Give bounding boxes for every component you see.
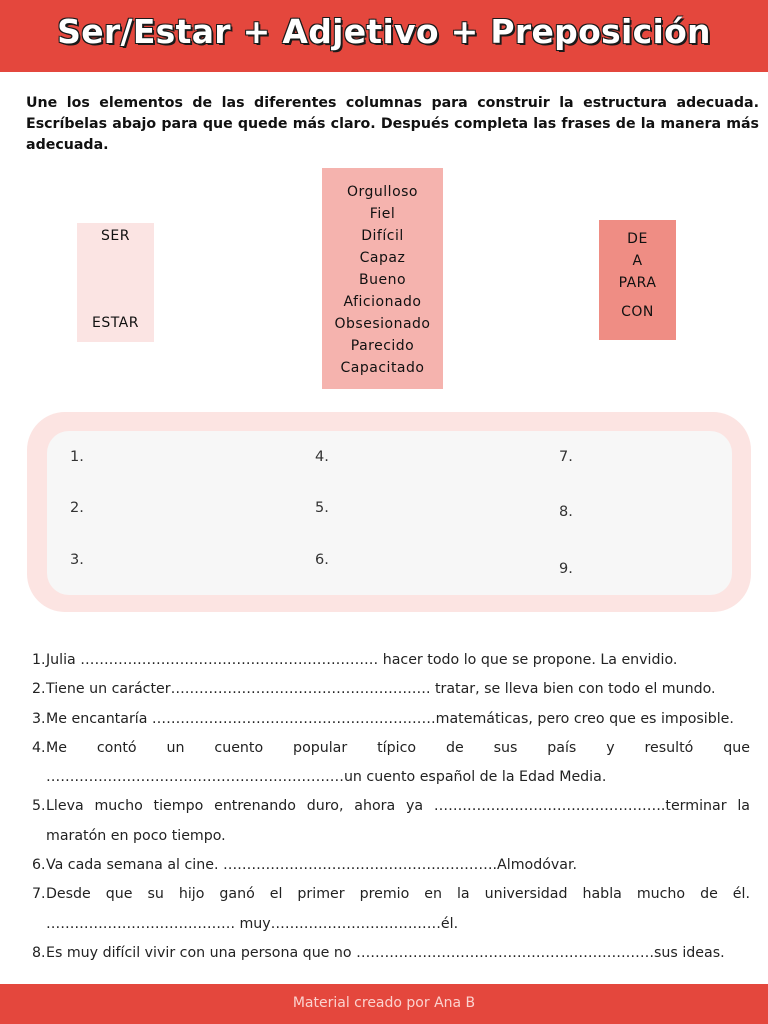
answer-number: 2. — [70, 500, 84, 516]
footer-banner — [0, 984, 768, 1024]
prepositions-column — [599, 220, 676, 340]
answer-number: 6. — [315, 552, 329, 568]
sentence-item — [32, 939, 750, 968]
sentence-text: Desde que su hijo ganó el primer premio en la universidad habla mucho de él. …………………………………. muy………………………………él. — [46, 886, 750, 932]
adjective-item: Obsesionado — [334, 316, 431, 332]
sentence-number: 8. — [32, 944, 46, 961]
sentence-text: Lleva mucho tiempo entrenando duro, ahora ya ………………………………………….terminar la maratón en poco tiempo. — [46, 798, 750, 844]
sentence-text: Me contó un cuento popular típico de sus país y resultó que ………………………………………………………un cuento español de la Edad Media. — [46, 739, 750, 786]
sentence-number: 2. — [32, 681, 46, 698]
verbs-column — [77, 223, 154, 342]
sentence-text: Va cada semana al cine. ………………………………………………….Almodóvar. — [46, 857, 578, 874]
sentence-number: 7. — [32, 886, 46, 903]
verb-ser: SER — [101, 228, 130, 244]
sentence-number: 3. — [32, 710, 46, 727]
sentence-number: 4. — [32, 739, 46, 756]
answer-number: 1. — [70, 449, 84, 465]
page-title: Ser/Estar + Adjetivo + Preposición — [57, 12, 711, 51]
sentence-number: 5. — [32, 798, 46, 815]
sentence-text: Es muy difícil vivir con una persona que no ………………………………………………………sus ideas. — [46, 944, 725, 961]
adjectives-column — [322, 168, 443, 389]
preposition-con: CON — [621, 304, 654, 320]
instructions-text: Une los elementos de las diferentes columnas para construir la estructura adecuada. Escríbelas abajo para que quede más claro. Después completa las frases de la manera más adecuada. — [26, 95, 759, 153]
answer-number: 5. — [315, 500, 329, 516]
answers-area — [47, 431, 732, 595]
sentence-item — [32, 646, 750, 675]
preposition-de: DE — [627, 231, 648, 247]
answer-number: 9. — [559, 561, 573, 577]
adjective-item: Bueno — [358, 272, 407, 288]
adjective-item: Aficionado — [343, 294, 422, 310]
sentence-number: 1. — [32, 652, 46, 668]
adjective-item: Difícil — [361, 228, 404, 244]
answer-number: 7. — [559, 449, 573, 465]
header-banner — [0, 0, 768, 72]
answer-number: 3. — [70, 552, 84, 568]
footer-credit: Material creado por Ana B — [292, 995, 476, 1011]
sentence-item — [32, 675, 750, 704]
sentences-list — [32, 646, 750, 968]
sentence-number: 6. — [32, 857, 46, 874]
sentence-text: Julia ……………………………………………………… hacer todo lo que se propone. La envidio. — [46, 652, 678, 668]
sentence-item — [32, 851, 750, 880]
answer-number: 4. — [315, 449, 329, 465]
adjective-item: Parecido — [350, 338, 415, 354]
sentence-item — [32, 705, 750, 734]
verb-estar: ESTAR — [91, 315, 139, 331]
adjective-item: Orgulloso — [347, 184, 418, 200]
sentence-item — [32, 734, 750, 793]
sentence-item — [32, 880, 750, 939]
adjective-item: Capaz — [359, 250, 406, 266]
sentence-item — [32, 792, 750, 851]
sentence-text: Tiene un carácter………………………………………………. tratar, se lleva bien con todo el mundo. — [46, 681, 716, 698]
adjective-item: Fiel — [369, 206, 396, 222]
adjective-item: Capacitado — [340, 360, 425, 376]
answer-number: 8. — [559, 504, 573, 520]
preposition-a: A — [632, 253, 643, 269]
sentence-text: Me encantaría ……………………………………………………matemáticas, pero creo que es imposible. — [46, 710, 734, 727]
preposition-para: PARA — [618, 275, 657, 291]
